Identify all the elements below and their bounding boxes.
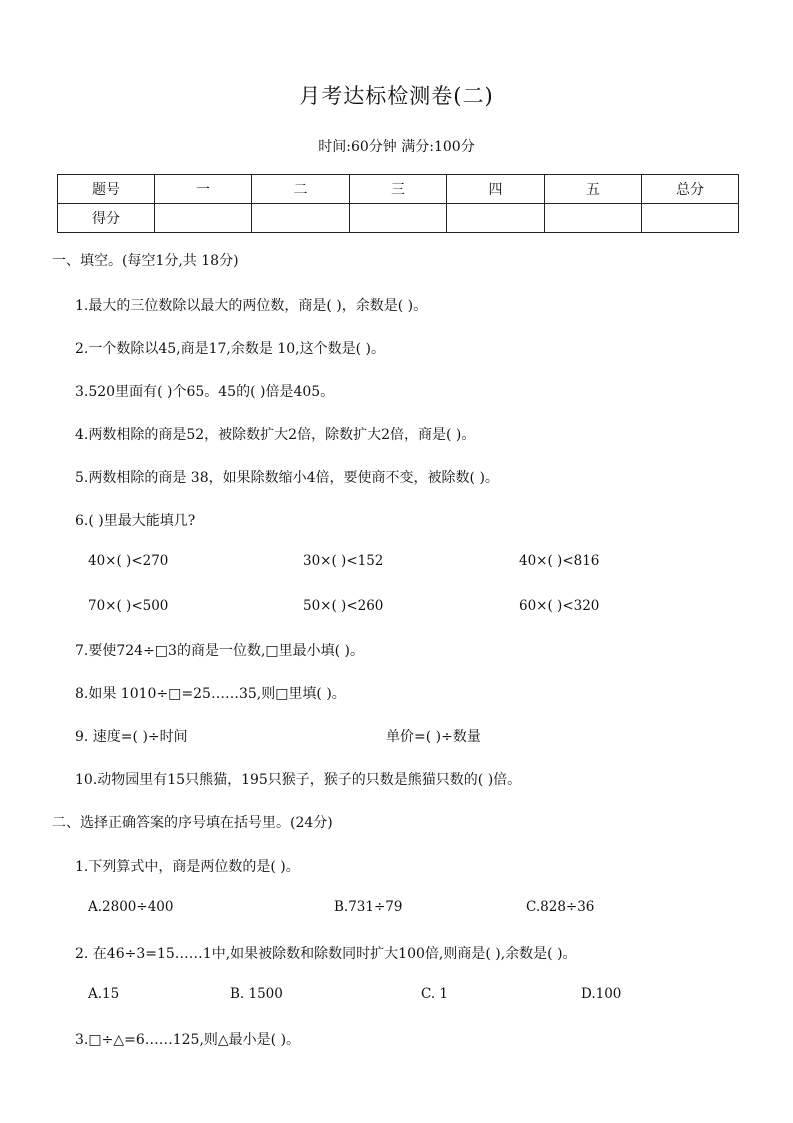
question-1-5: 5.两数相除的商是 38，如果除数缩小4倍，要使商不变，被除数( )。 <box>75 470 499 486</box>
section-1-heading: 一、填空。(每空1分,共 18分) <box>52 253 239 269</box>
question-1-8: 8.如果 1010÷□=25……35,则□里填( )。 <box>75 686 346 702</box>
question-1-3: 3.520里面有( )个65。45的( )倍是405。 <box>75 384 335 400</box>
score-table-score-row <box>58 204 739 233</box>
question-2-2: 2. 在46÷3=15……1中,如果被除数和除数同时扩大100倍,则商是( ),余数是( )。 <box>75 946 577 962</box>
header-cell: 四 <box>447 175 545 204</box>
section-2-heading: 二、选择正确答案的序号填在括号里。(24分) <box>52 815 333 831</box>
option-b: B. 1500 <box>230 986 283 1002</box>
header-cell: 三 <box>350 175 447 204</box>
question-1-9-unit-price: 单价=( )÷数量 <box>386 729 481 745</box>
option-c: C. 1 <box>421 986 449 1002</box>
question-1-1: 1.最大的三位数除以最大的两位数，商是( )，余数是( )。 <box>75 298 428 314</box>
question-1-2: 2.一个数除以45,商是17,余数是 10,这个数是( )。 <box>75 341 385 357</box>
header-cell: 总分 <box>642 175 739 204</box>
score-table-header-row <box>58 175 739 204</box>
option-a: A.2800÷400 <box>88 899 174 915</box>
score-cell[interactable] <box>252 204 350 233</box>
question-2-3: 3.□÷△=6……125,则△最小是( )。 <box>75 1032 301 1048</box>
header-cell: 五 <box>545 175 642 204</box>
option-c: C.828÷36 <box>526 899 595 915</box>
inequality-item: 40×( )<816 <box>519 553 600 569</box>
question-2-1: 1.下列算式中，商是两位数的是( )。 <box>75 859 300 875</box>
question-1-10: 10.动物园里有15只熊猫，195只猴子，猴子的只数是熊猫只数的( )倍。 <box>75 772 522 788</box>
option-b: B.731÷79 <box>334 899 403 915</box>
score-cell[interactable] <box>447 204 545 233</box>
score-cell[interactable] <box>642 204 739 233</box>
inequality-item: 70×( )<500 <box>88 598 169 614</box>
exam-info: 时间:60分钟 满分:100分 <box>318 139 475 155</box>
page-title: 月考达标检测卷(二) <box>299 84 494 108</box>
option-d: D.100 <box>581 986 622 1002</box>
header-cell: 一 <box>155 175 252 204</box>
score-cell[interactable] <box>350 204 447 233</box>
inequality-item: 30×( )<152 <box>303 553 384 569</box>
score-cell[interactable] <box>545 204 642 233</box>
score-table <box>57 174 739 233</box>
row-label-cell: 得分 <box>58 204 155 233</box>
question-1-4: 4.两数相除的商是52，被除数扩大2倍，除数扩大2倍，商是( )。 <box>75 427 476 443</box>
inequality-item: 40×( )<270 <box>88 553 169 569</box>
header-cell: 题号 <box>58 175 155 204</box>
inequality-item: 60×( )<320 <box>519 598 600 614</box>
option-a: A.15 <box>88 986 120 1002</box>
header-cell: 二 <box>252 175 350 204</box>
inequality-item: 50×( )<260 <box>303 598 384 614</box>
question-1-9-speed: 9. 速度=( )÷时间 <box>75 729 188 745</box>
question-1-7: 7.要使724÷□3的商是一位数,□里最小填( )。 <box>75 643 364 659</box>
question-1-6: 6.( )里最大能填几? <box>75 513 196 529</box>
score-cell[interactable] <box>155 204 252 233</box>
